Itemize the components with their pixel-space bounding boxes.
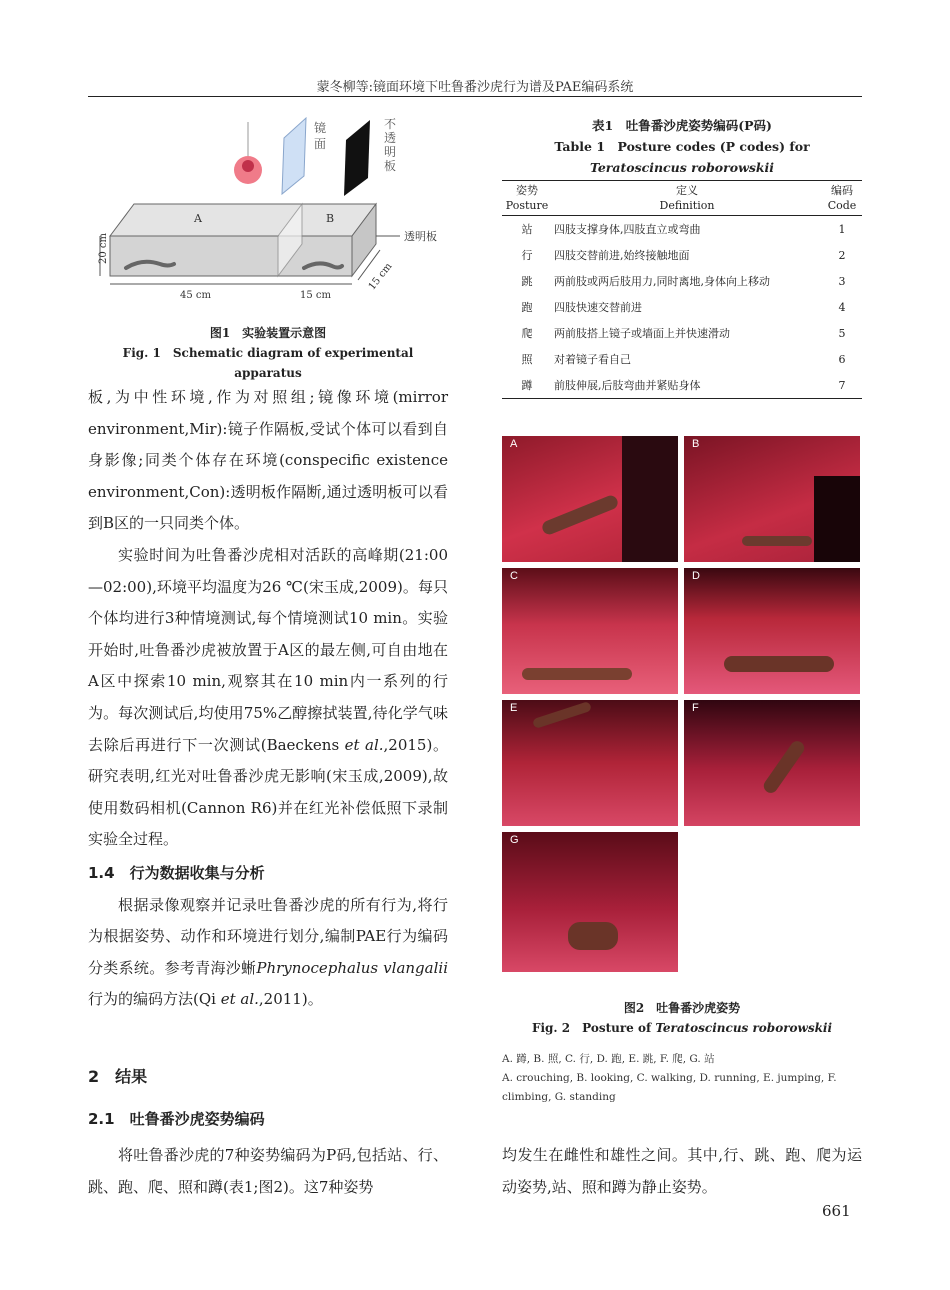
photo-panel-b: B — [684, 436, 860, 562]
table-row: 蹲 前肢伸展,后肢弯曲并紧贴身体 7 — [521, 378, 846, 392]
col-header-definition: 定义 Definition — [659, 184, 715, 212]
paragraph: 板,为中性环境,作为对照组;镜像环境(mirror environment,Mir):镜子作隔板,受试个体可以看到自身影像;同类个体存在环境(conspecific existence environment,Con):透明板作隔断,通过透明板可以看到B区的一只同类个体。 — [88, 388, 448, 533]
paragraph: 实验时间为吐鲁番沙虎相对活跃的高峰期(21:00—02:00),环境平均温度为26 ℃(宋玉成,2009)。每只个体均进行3种情境测试,每个情境测试10 min。实验开始时,吐鲁番沙虎被放置于A区的最左侧,可自由地在A区中探索10 min,观察其在10 min内一系列的行为。每次测试后,均使用75%乙醇擦拭装置,待化学气味去除后再进行下一次测试(Baeckens et al.,2015)。研究表明,红光对吐鲁番沙虎无影响(宋玉成,2009),故使用数码相机(Cannon R6)并在红光补偿低照下录制实验全过程。 — [88, 545, 449, 849]
figure1-diagram — [88, 108, 448, 318]
page-number: 661 — [822, 1202, 851, 1220]
running-header: 蒙冬柳等:镜面环境下吐鲁番沙虎行为谱及PAE编码系统 — [316, 80, 634, 95]
table-row: 站 四肢支撑身体,四肢直立或弯曲 1 — [521, 222, 846, 236]
height-label: 20 cm — [98, 233, 109, 264]
section-heading-2-1: 2.1 吐鲁番沙虎姿势编码 — [88, 1110, 265, 1128]
zone-b-label: B — [326, 212, 335, 225]
mirror-label-1: 镜 — [314, 121, 327, 135]
figure1-caption — [88, 323, 448, 383]
svg-text:透: 透 — [384, 131, 397, 145]
photo-panel-f: F — [684, 700, 860, 826]
figure2-caption: 图2 吐鲁番沙虎姿势 Fig. 2 Posture of Teratoscincus roborowskii — [531, 1001, 833, 1035]
section-heading-2: 2 结果 — [88, 1067, 148, 1086]
table-row: 行 四肢交替前进,始终接触地面 2 — [521, 248, 846, 262]
figure1-caption-cn: 图1 实验装置示意图 — [209, 326, 327, 340]
left-column-text — [88, 382, 448, 1016]
photo-panel-e: E — [502, 700, 678, 826]
svg-text:板: 板 — [384, 159, 397, 173]
photo-panel-a: A — [502, 436, 678, 562]
svg-text:不: 不 — [384, 117, 397, 131]
col-header-posture: 姿势 Posture — [505, 184, 549, 212]
section-heading-1-4: 1.4 行为数据收集与分析 — [88, 863, 265, 882]
table-row: 跳 两前肢或两后肢用力,同时离地,身体向上移动 3 — [521, 274, 846, 288]
photo-panel-g: G — [502, 832, 678, 972]
table1 — [502, 180, 862, 399]
opaque-label — [384, 117, 396, 173]
figure1-caption-en: Fig. 1 Schematic diagram of experimental apparatus — [122, 346, 414, 380]
photo-panel-d: D — [684, 568, 860, 694]
zone-a-label: A — [194, 212, 202, 225]
table-row: 跑 四肢快速交替前进 4 — [521, 300, 846, 314]
depth-label: 15 cm — [366, 261, 395, 293]
opaque-panel — [344, 120, 370, 196]
length-a-label: 45 cm — [180, 290, 211, 301]
svg-text:明: 明 — [384, 145, 397, 159]
mirror-panel — [282, 118, 306, 194]
col-header-code: 编码 Code — [827, 184, 857, 212]
paragraph: 均发生在雌性和雄性之间。其中,行、跳、跑、爬为运动姿势,站、照和蹲为静止姿势。 — [502, 1146, 862, 1196]
paragraph: 根据录像观察并记录吐鲁番沙虎的所有行为,将行为根据姿势、动作和环境进行划分,编制PAE行为编码分类系统。参考青海沙蜥Phrynocephalus vlangalii行为的编码方法(Qi et al.,2011)。 — [88, 895, 448, 1009]
header-rule — [88, 96, 862, 97]
paragraph: 将吐鲁番沙虎的7种姿势编码为P码,包括站、行、跳、跑、爬、照和蹲(表1;图2)。这7种姿势 — [88, 1146, 448, 1196]
figure2-legend: A. 蹲, B. 照, C. 行, D. 跑, E. 跳, F. 爬, G. 站 A. crouching, B. looking, C. walking, D. running, E. jumping, F. climbing, G. standing — [502, 1053, 837, 1103]
table-row: 爬 两前肢搭上镜子或墙面上并快速滑动 5 — [521, 326, 846, 340]
length-b-label: 15 cm — [300, 290, 331, 301]
mirror-label-2: 面 — [314, 137, 327, 151]
transparent-label: 透明板 — [404, 230, 437, 243]
table1-title: 表1 吐鲁番沙虎姿势编码(P码) Table 1 Posture codes (P codes) for Teratoscincus roborowskii — [554, 118, 810, 175]
photo-panel-c: C — [502, 568, 678, 694]
table-row: 照 对着镜子看自己 6 — [521, 352, 846, 366]
